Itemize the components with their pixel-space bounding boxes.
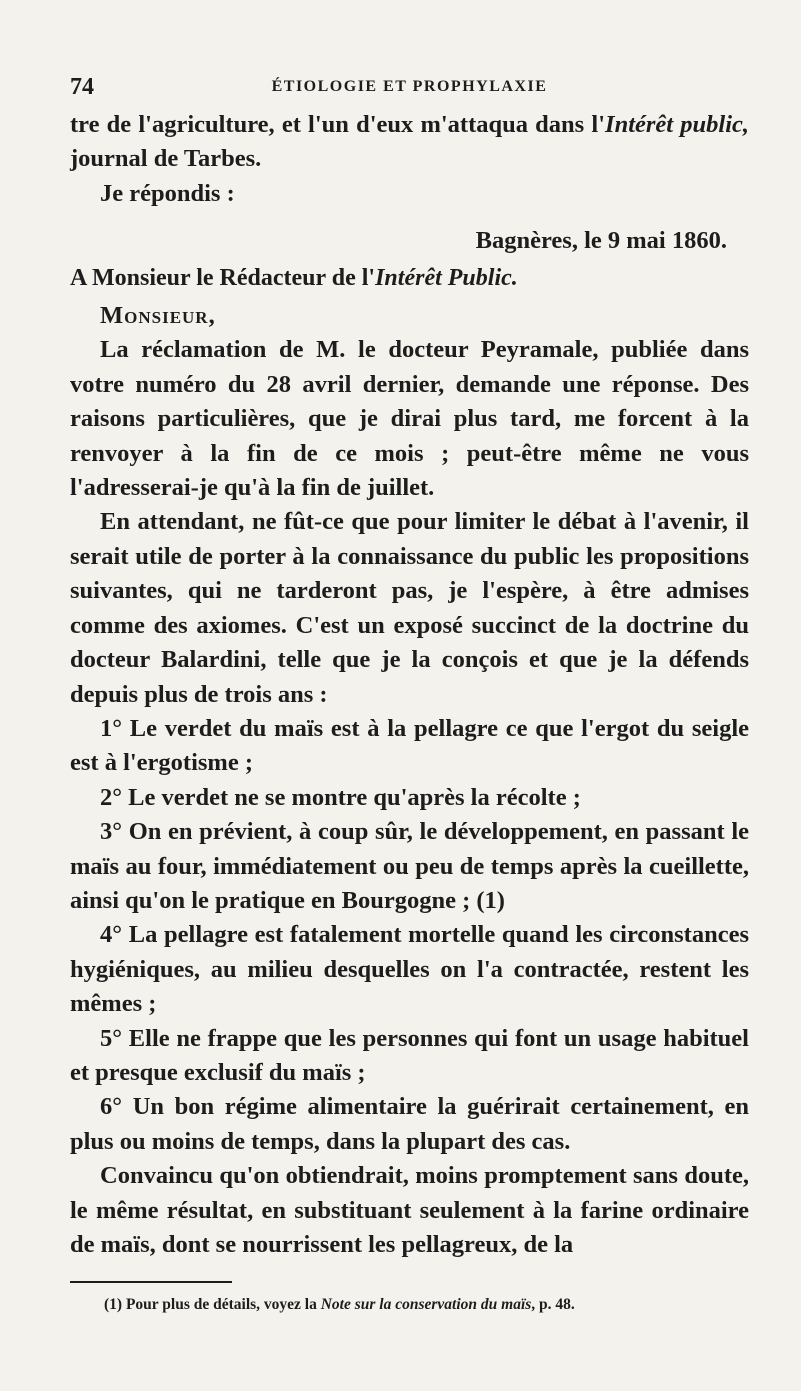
header-title: ÉTIOLOGIE ET PROPHYLAXIE — [271, 78, 548, 95]
footnote: (1) Pour plus de détails, voyez la Note sur la conservation du maïs, p. 48. — [104, 1296, 575, 1313]
footnote-rule — [70, 1281, 232, 1283]
list-item: 3° On en prévient, à coup sûr, le développement, en passant le maïs au four, immédiatement ou peu de temps après la cueillette, ainsi qu'on le pratique en Bourgogne ; (1) — [70, 818, 749, 914]
letter-dateline: Bagnères, le 9 mai 1860. — [475, 227, 727, 255]
body-text — [70, 108, 749, 1262]
running-head — [70, 74, 749, 104]
paragraph: La réclamation de M. le docteur Peyramale, publiée dans votre numéro du 28 avril dernier, demande une réponse. Des raisons particulières, que je dirai plus tard, me forcent à la renvoyer à la fin de ce mois ; peut-être même ne vous l'adresserai-je qu'à la fin de juillet. — [70, 336, 749, 502]
list-item: 2° Le verdet ne se montre qu'après la récolte ; — [100, 783, 581, 811]
letter-address: A Monsieur le Rédacteur de l'Intérêt Public. — [70, 264, 518, 291]
list-item: 1° Le verdet du maïs est à la pellagre ce que l'ergot du seigle est à l'ergotisme ; — [70, 714, 749, 777]
footnote-marker: (1) — [104, 1296, 123, 1313]
list-item: 4° La pellagre est fatalement mortelle quand les circonstances hygiéniques, au milieu desquelles on l'a contractée, restent les mêmes ; — [70, 921, 749, 1018]
list-item: 5° Elle ne frappe que les personnes qui font un usage habituel et presque exclusif du maïs ; — [70, 1024, 749, 1086]
paragraph-reply: Je répondis : — [100, 179, 235, 207]
page-number: 74 — [70, 74, 94, 100]
list-item: 6° Un bon régime alimentaire la guérirait certainement, en plus ou moins de temps, dans la plupart des cas. — [70, 1093, 749, 1155]
paragraph-continuation: tre de l'agriculture, et l'un d'eux m'attaqua dans l'Intérêt public, journal de Tarbes. — [70, 111, 750, 173]
paragraph: En attendant, ne fût-ce que pour limiter le débat à l'avenir, il serait utile de porter à la connaissance du public les propositions suivantes, qui ne tarderont pas, je l'espère, à être admises comme des axiomes. C'est un exposé succinct de la doctrine du docteur Balardini, telle que je la conçois et que je la défends depuis plus de trois ans : — [70, 508, 749, 708]
paragraph: Convaincu qu'on obtiendrait, moins promptement sans doute, le même résultat, en substituant seulement à la farine ordinaire de maïs, dont se nourrissent les pellagreux, de la — [70, 1162, 749, 1258]
letter-salutation: Monsieur, — [100, 302, 216, 330]
journal-title: Intérêt public, — [605, 111, 750, 138]
